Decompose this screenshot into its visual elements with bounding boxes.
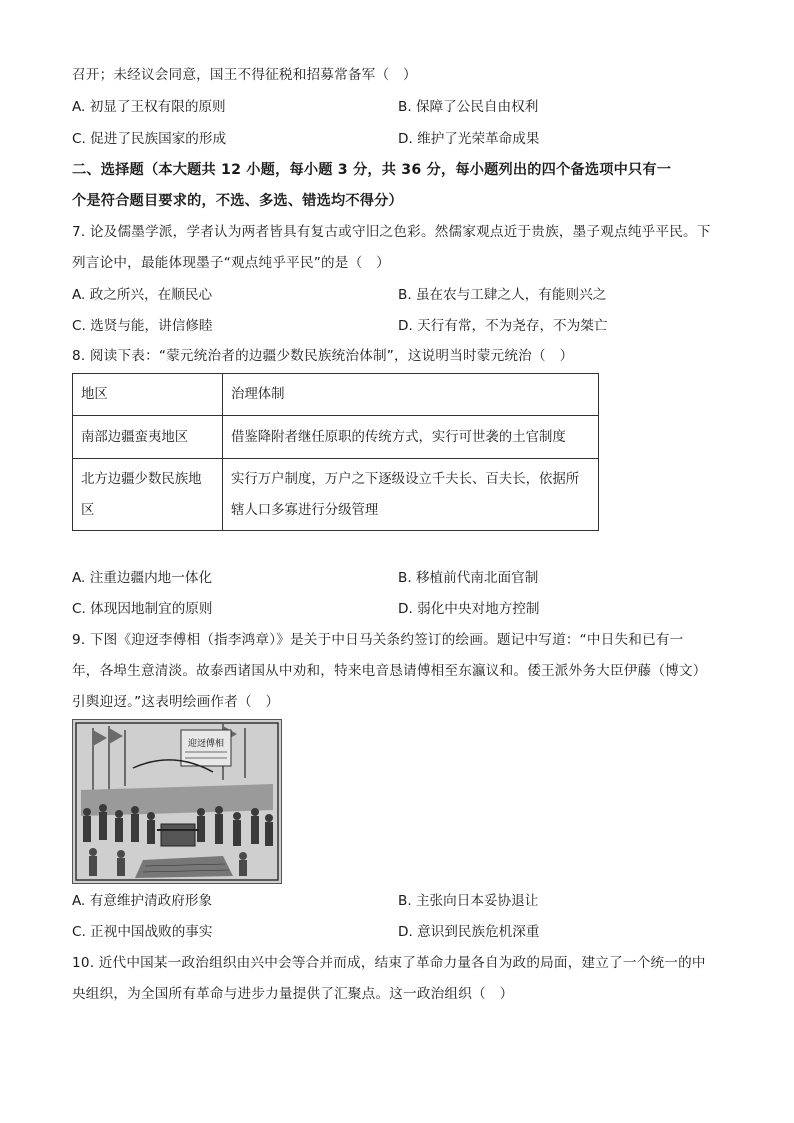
q8-option-b[interactable]: B. 移植前代南北面官制: [398, 570, 539, 586]
q10-stem-line1: 10. 近代中国某一政治组织由兴中会等合并而成，结束了革命力量各自为政的局面，建立了一个统一的中: [72, 955, 706, 971]
q9-option-b[interactable]: B. 主张向日本妥协退让: [398, 893, 539, 909]
q6-option-a[interactable]: A. 初显了王权有限的原则: [72, 99, 226, 115]
q9-stem-line3: 引舆迎迓。”这表明绘画作者（ ）: [72, 694, 280, 710]
q6-option-b[interactable]: B. 保障了公民自由权利: [398, 99, 539, 115]
section-heading-line1: 二、选择题（本大题共 12 小题，每小题 3 分，共 36 分，每小题列出的四个备选项中只有一: [72, 162, 672, 178]
q8-option-a[interactable]: A. 注重边疆内地一体化: [72, 570, 213, 586]
q8-option-d[interactable]: D. 弱化中央对地方控制: [398, 601, 540, 617]
q9-option-a[interactable]: A. 有意维护清政府形象: [72, 893, 213, 909]
table-cell-region: 北方边疆少数民族地区: [73, 459, 223, 531]
table-cell-system: 实行万户制度，万户之下逐级设立千夫长、百夫长，依据所辖人口多寡进行分级管理: [223, 459, 599, 531]
table-row: [73, 416, 599, 459]
q7-option-d[interactable]: D. 天行有常，不为尧存，不为桀亡: [398, 318, 608, 334]
q7-option-c[interactable]: C. 选贤与能，讲信修睦: [72, 318, 213, 334]
q6-stem-continuation: 召开；未经议会同意，国王不得征税和招募常备军（ ）: [72, 67, 417, 83]
q8-stem: 8. 阅读下表：“蒙元统治者的边疆少数民族统治体制”，这说明当时蒙元统治（ ）: [72, 348, 574, 364]
table-row: [73, 459, 599, 531]
table-header-region: 地区: [73, 374, 223, 416]
q7-stem-line2: 列言论中，最能体现墨子“观点纯乎平民”的是（ ）: [72, 255, 390, 271]
q7-option-a[interactable]: A. 政之所兴，在顺民心: [72, 287, 213, 303]
q9-option-d[interactable]: D. 意识到民族危机深重: [398, 924, 540, 940]
q6-option-c[interactable]: C. 促进了民族国家的形成: [72, 131, 227, 147]
table-header-system: 治理体制: [223, 374, 599, 416]
q9-stem-line2: 年，各埠生意清淡。故泰西诸国从中劝和，特来电音恳请傅相至东瀛议和。倭王派外务大臣伊藤（博文）: [72, 663, 707, 679]
table-cell-region: 南部边疆蛮夷地区: [73, 416, 223, 459]
painting-illustration: [73, 720, 281, 883]
section-heading-line2: 个是符合题目要求的，不选、多选、错选均不得分）: [72, 193, 403, 209]
q8-option-c[interactable]: C. 体现因地制宜的原则: [72, 601, 213, 617]
q6-option-d[interactable]: D. 维护了光荣革命成果: [398, 131, 540, 147]
governance-table: [72, 373, 599, 531]
q10-stem-line2: 央组织，为全国所有革命与进步力量提供了汇聚点。这一政治组织（ ）: [72, 986, 514, 1002]
table-cell-system: 借鉴降附者继任原职的传统方式，实行可世袭的土官制度: [223, 416, 599, 459]
painting-caption-text: 迎迓傅相: [187, 739, 225, 749]
q9-stem-line1: 9. 下图《迎迓李傅相（指李鸿章）》是关于中日马关条约签订的绘画。题记中写道：“中日失和已有一: [72, 632, 684, 648]
q7-option-b[interactable]: B. 虽在农与工肆之人，有能则兴之: [398, 287, 607, 303]
historical-painting-image: [72, 719, 282, 884]
q9-option-c[interactable]: C. 正视中国战败的事实: [72, 924, 213, 940]
table-header-row: [73, 374, 599, 416]
q7-stem-line1: 7. 论及儒墨学派，学者认为两者皆具有复古或守旧之色彩。然儒家观点近于贵族，墨子观点纯乎平民。下: [72, 224, 711, 240]
